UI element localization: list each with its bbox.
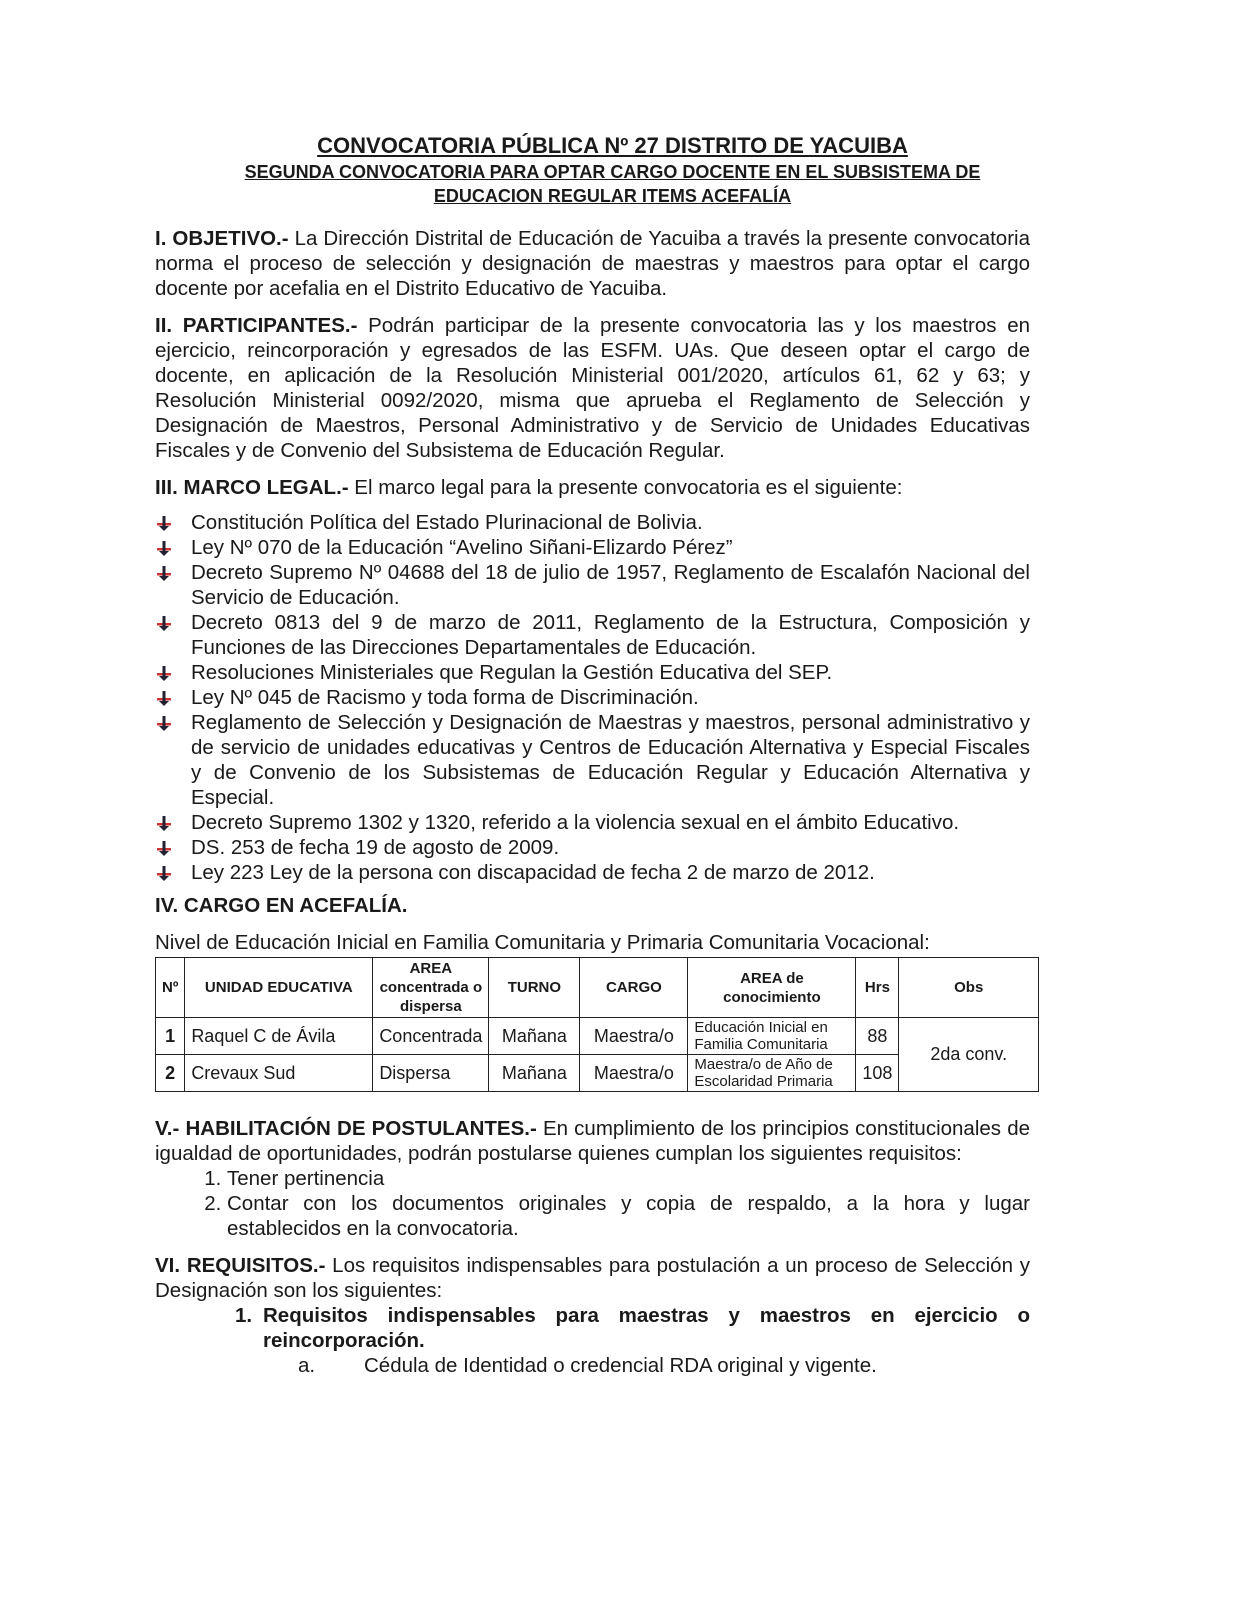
list-item: 2. Contar con los documentos originales y copia de respaldo, a la hora y lugar establecidos en la convocatoria. <box>227 1191 1030 1241</box>
legal-item <box>155 510 1030 535</box>
cell-number: 1 <box>156 1018 185 1055</box>
legal-item-text: Ley 223 Ley de la persona con discapacidad de fecha 2 de marzo de 2012. <box>191 861 875 884</box>
legal-item <box>155 835 1030 860</box>
legal-item <box>155 710 1030 810</box>
section-participantes <box>155 313 1030 463</box>
arrow-bullet-icon <box>155 864 173 882</box>
legal-item-text: Ley Nº 045 de Racismo y toda forma de Discriminación. <box>191 686 699 709</box>
section-heading: I. OBJETIVO.- <box>155 227 289 250</box>
arrow-bullet-icon <box>155 664 173 682</box>
col-header: AREA de conocimiento <box>688 958 856 1018</box>
cell-hrs: 108 <box>856 1055 899 1092</box>
col-header: Obs <box>899 958 1039 1018</box>
vacancy-table <box>155 957 1039 1092</box>
legal-item <box>155 660 1030 685</box>
section-heading: III. MARCO LEGAL.- <box>155 476 349 499</box>
cell-area: Dispersa <box>373 1055 489 1092</box>
arrow-bullet-icon <box>155 564 173 582</box>
legal-item <box>155 810 1030 835</box>
cell-unidad: Raquel C de Ávila <box>185 1018 373 1055</box>
table-row <box>156 1018 1039 1055</box>
item-text: Cédula de Identidad o credencial RDA original y vigente. <box>364 1354 877 1377</box>
legal-item-text: DS. 253 de fecha 19 de agosto de 2009. <box>191 836 560 859</box>
section-text: Podrán participar de la presente convocatoria las y los maestros en ejercicio, reincorporación y egresados de las ESFM. UAs. Que deseen optar el cargo de docente, en aplicación de la Resolución Ministerial 001/2020, artículos 61, 62 y 63; y Resolución Ministerial 0092/2020, misma que aprueba el Reglamento de Selección y Designación de Maestros, Personal Administrativo y de Servicio de Unidades Educativas Fiscales y de Convenio del Subsistema de Educación Regular. <box>155 314 1030 462</box>
document-title: CONVOCATORIA PÚBLICA Nº 27 DISTRITO DE YACUIBA <box>317 133 908 158</box>
section-habilitacion <box>155 1116 1030 1166</box>
table-header-row <box>156 958 1039 1018</box>
arrow-bullet-icon <box>155 539 173 557</box>
item-letter: a. <box>298 1354 316 1377</box>
cell-cargo: Maestra/o <box>580 1018 688 1055</box>
legal-item <box>155 860 1030 885</box>
cell-unidad: Crevaux Sud <box>185 1055 373 1092</box>
legal-item-text: Ley Nº 070 de la Educación “Avelino Siñani-Elizardo Pérez” <box>191 536 733 559</box>
arrow-bullet-icon <box>155 714 173 732</box>
legal-item-text: Decreto 0813 del 9 de marzo de 2011, Reglamento de la Estructura, Composición y Funciones de las Direcciones Departamentales de Educación. <box>191 611 1030 659</box>
document-subtitle-1: SEGUNDA CONVOCATORIA PARA OPTAR CARGO DOCENTE EN EL SUBSISTEMA DE <box>244 162 981 182</box>
section-text: Los requisitos indispensables para postulación a un proceso de Selección y Designación son los siguientes: <box>155 1254 1030 1302</box>
cell-cargo: Maestra/o <box>580 1055 688 1092</box>
legal-list <box>155 510 1030 885</box>
col-header: UNIDAD EDUCATIVA <box>185 958 373 1018</box>
legal-item <box>155 560 1030 610</box>
habilitacion-list <box>155 1166 1030 1241</box>
legal-item-text: Constitución Política del Estado Plurinacional de Bolivia. <box>191 511 703 534</box>
section-text: El marco legal para la presente convocatoria es el siguiente: <box>348 476 903 499</box>
section-heading: V.- HABILITACIÓN DE POSTULANTES.- <box>155 1117 537 1140</box>
legal-item <box>155 610 1030 660</box>
cell-area: Concentrada <box>373 1018 489 1055</box>
cell-obs: 2da conv. <box>899 1018 1039 1092</box>
cell-number: 2 <box>156 1055 185 1092</box>
section-heading: II. PARTICIPANTES.- <box>155 314 358 337</box>
col-header: Nº <box>156 958 185 1018</box>
cell-area-conocimiento: Maestra/o de Año de Escolaridad Primaria <box>688 1055 856 1092</box>
legal-item-text: Reglamento de Selección y Designación de Maestras y maestros, personal administrativo y de servicio de unidades educativas y Centros de Educación Alternativa y Especial Fiscales y de Convenio de los Subsistemas de Educación Regular y Educación Alternativa y Especial. <box>191 711 1030 809</box>
cell-turno: Mañana <box>489 1055 580 1092</box>
col-header: CARGO <box>580 958 688 1018</box>
section-heading: VI. REQUISITOS.- <box>155 1254 326 1277</box>
section-objetivo <box>155 226 1030 301</box>
section-requisitos <box>155 1253 1030 1303</box>
cell-area-conocimiento: Educación Inicial en Familia Comunitaria <box>688 1018 856 1055</box>
col-header: Hrs <box>856 958 899 1018</box>
sub-heading-text: Requisitos indispensables para maestras y maestros en ejercicio o reincorporación. <box>263 1304 1030 1352</box>
cell-hrs: 88 <box>856 1018 899 1055</box>
section-cargo-heading: IV. CARGO EN ACEFALÍA. <box>155 894 408 917</box>
col-header: AREA concentrada o dispersa <box>373 958 489 1018</box>
legal-item-text: Decreto Supremo 1302 y 1320, referido a la violencia sexual en el ámbito Educativo. <box>191 811 960 834</box>
education-level: Nivel de Educación Inicial en Familia Comunitaria y Primaria Comunitaria Vocacional: <box>155 931 930 954</box>
section-marco-legal <box>155 475 1030 500</box>
arrow-bullet-icon <box>155 814 173 832</box>
legal-item-text: Resoluciones Ministeriales que Regulan la Gestión Educativa del SEP. <box>191 661 833 684</box>
legal-item <box>155 535 1030 560</box>
legal-item-text: Decreto Supremo Nº 04688 del 18 de julio de 1957, Reglamento de Escalafón Nacional del Servicio de Educación. <box>191 561 1030 609</box>
arrow-bullet-icon <box>155 514 173 532</box>
sub-number: 1. <box>235 1304 253 1327</box>
arrow-bullet-icon <box>155 614 173 632</box>
requisitos-subheading <box>155 1303 1030 1353</box>
col-header: TURNO <box>489 958 580 1018</box>
section-text: En cumplimiento de los principios constitucionales de igualdad de oportunidades, podrán postularse quienes cumplan los siguientes requisitos: <box>155 1117 1031 1165</box>
arrow-bullet-icon <box>155 839 173 857</box>
requisito-item <box>155 1353 1030 1378</box>
arrow-bullet-icon <box>155 689 173 707</box>
document-subtitle-2: EDUCACION REGULAR ITEMS ACEFALÍA <box>433 186 792 206</box>
document-page <box>155 132 1030 1378</box>
cell-turno: Mañana <box>489 1018 580 1055</box>
list-item: 1. Tener pertinencia <box>227 1166 1030 1191</box>
legal-item <box>155 685 1030 710</box>
section-text: La Dirección Distrital de Educación de Yacuiba a través la presente convocatoria norma el proceso de selección y designación de maestras y maestros para optar el cargo docente por acefalia en el Distrito Educativo de Yacuiba. <box>155 227 1030 300</box>
